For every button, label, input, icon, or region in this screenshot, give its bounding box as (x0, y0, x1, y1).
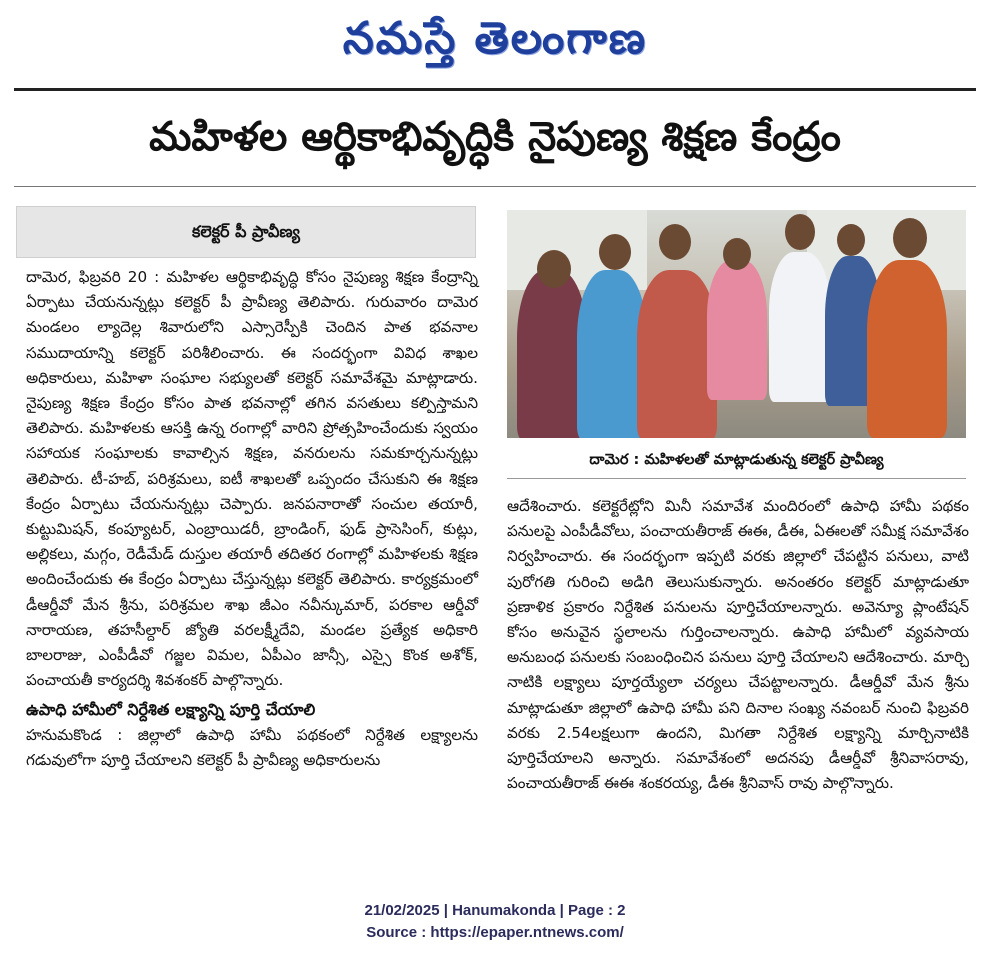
left-column (26, 265, 478, 773)
photo-figure-head (723, 238, 751, 270)
footer (0, 900, 990, 944)
masthead (0, 8, 990, 70)
photo-figure-head (837, 224, 865, 256)
photo-figure-head (659, 224, 691, 260)
article-continued: ఆదేశించారు. కలెక్టరేట్లోని మినీ సమావేశ మందిరంలో ఉపాధి హామీ పథకం పనులపై ఎంపీడీవోలు, పంచాయతీరాజ్ ఈఈ, డీఈ, ఏఈలతో సమీక్ష సమావేశం నిర్వహించారు. ఈ సందర్భంగా ఇప్పటి వరకు జిల్లాలో చేపట్టిన పనులు, వాటి పురోగతి గురించి అడిగి తెలుసుకున్నారు. అనంతరం కలెక్టర్ మాట్లాడుతూ ప్రణాళిక ప్రకారం నిర్దేశిత పనులను పూర్తిచేయాలన్నారు. అవెన్యూ ప్లాంటేషన్ కోసం అనువైన స్థలాలను గుర్తించాలన్నారు. ఉపాధి హామీలో వ్యవసాయ అనుబంధ పనులకు సంబంధించిన పనులు పూర్తి చేయాలని ఆదేశించారు. మార్చి నాటికి లక్ష్యాలు పూర్తయ్యేలా చర్యలు చేపట్టాలన్నారు. డీఆర్డీవో మేన శ్రీను మాట్లాడుతూ జిల్లాలో ఉపాధి హామీ పని దినాల సంఖ్య నవంబర్ నుంచి ఫిబ్రవరి వరకు 2.54లక్షలుగా ఉందని, మిగతా నిర్దేశిత లక్ష్యాన్ని మార్చినాటికి పూర్తిచేయాలని అన్నారు. సమావేశంలో అదనపు డీఆర్డీవో శ్రీనివాసరావు, పంచాయతీరాజ్ ఈఈ శంకరయ్య, డీఈ శ్రీనివాస్ రావు పాల్గొన్నారు. (507, 497, 969, 793)
byline-box (16, 206, 476, 258)
headline: మహిళల ఆర్థికాభివృద్ధికి నైపుణ్య శిక్షణ కేంద్రం (149, 114, 841, 160)
photo-caption: దామెర : మహిళలతో మాట్లాడుతున్న కలెక్టర్ ప్రావీణ్య (507, 442, 966, 479)
photo-figure-head (537, 250, 571, 288)
photo-figure-head (785, 214, 815, 250)
photo-figure (769, 252, 831, 402)
article-subhead: ఉపాధి హామీలో నిర్దేశిత లక్ష్యాన్ని పూర్తి చేయాలి (26, 700, 316, 720)
footer-source-line: Source : https://epaper.ntnews.com/ (366, 924, 624, 941)
photo-figure-head (893, 218, 927, 258)
photo-figure (707, 260, 767, 400)
footer-date-line: 21/02/2025 | Hanumakonda | Page : 2 (364, 902, 626, 919)
right-column (507, 494, 969, 796)
divider-headline (14, 186, 976, 187)
photo-figure-head (599, 234, 631, 270)
article-second: హనుమకొండ : జిల్లాలో ఉపాధి హామీ పథకంలో నిర్దేశిత లక్ష్యాలను గడువులోగా పూర్తి చేయాలని కలెక్టర్ పీ ప్రావీణ్య అధికారులను (26, 725, 478, 769)
byline: కలెక్టర్ పీ ప్రావీణ్య (192, 222, 300, 241)
news-photo (507, 210, 966, 438)
photo-figure (637, 270, 717, 438)
divider-top (14, 88, 976, 91)
photo-figure (867, 260, 947, 438)
masthead-title: నమస్తే తెలంగాణ (342, 13, 648, 64)
article-lead: దామెర, ఫిబ్రవరి 20 : మహిళల ఆర్థికాభివృద్ధి కోసం నైపుణ్య శిక్షణ కేంద్రాన్ని ఏర్పాటు చేయనున్నట్లు కలెక్టర్ పీ ప్రావీణ్య తెలిపారు. గురువారం దామెర మండలం ల్యాదెల్ల శివారులోని ఎస్సారెస్పీకి చెందిన పాత భవనాల సముదాయాన్ని కలెక్టర్ పరిశీలించారు. ఈ సందర్భంగా వివిధ శాఖల అధికారులు, మహిళా సంఘాల సభ్యులతో కలెక్టర్ సమావేశమై మాట్లాడారు. నైపుణ్య శిక్షణ కేంద్రం కోసం పాత భవనాల్లో తగిన వసతులు కల్పిస్తామని తెలిపారు. మహిళలకు ఆసక్తి ఉన్న రంగాల్లో వారిని ప్రోత్సహించేందుకు స్వయం సహాయక సంఘాలకు కావాల్సిన శిక్షణ, వనరులను సమకూర్చనున్నట్లు తెలిపారు. టీ-హబ్, పరిశ్రమలు, ఐటీ శాఖలతో ఒప్పందం చేసుకుని ఈ శిక్షణ కేంద్రం ఏర్పాటు చేయనున్నట్లు చెప్పారు. జనపనారాతో సంచుల తయారీ, కుట్టుమిషన్, కంప్యూటర్, ఎంబ్రాయిడరీ, బ్రాండింగ్, ఫుడ్ ప్రాసెసింగ్, కుట్లు, అల్లికలు, మగ్గం, రెడీమేడ్ దుస్తుల తయారీ తదితర రంగాల్లో మహిళలకు శిక్షణ అందించేందుకు ఈ కేంద్రం ఏర్పాటు చేస్తున్నట్లు కలెక్టర్ తెలిపారు. కార్యక్రమంలో డీఆర్డీవో మేన శ్రీను, పరిశ్రమల శాఖ జీఎం నవీన్కుమార్, పరకాల ఆర్డీవో నారాయణ, తహసీల్దార్ జ్యోతి వరలక్ష్మీదేవి, మండల ప్రత్యేక అధికారి బాలరాజు, ఎంపీడీవో గజ్జల విమల, ఏపీఎం జాన్సీ, ఎస్సై కొంక అశోక్, పంచాయతీ కార్యదర్శి శివశంకర్ పాల్గొన్నారు. (26, 268, 478, 690)
